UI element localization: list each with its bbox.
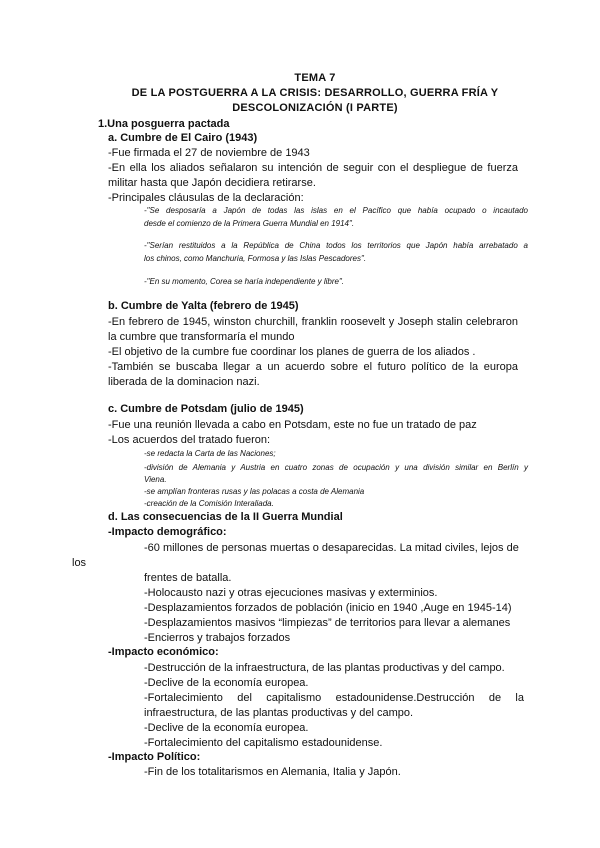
paragraph-line: -Fin de los totalitarismos en Alemania, Italia y Japón.: [144, 766, 401, 778]
list-item: -se amplían fronteras rusas y las polacas a costa de Alemania: [144, 487, 365, 496]
paragraph-line: -Fue una reunión llevada a cabo en Potsdam, este no fue un tratado de paz: [108, 419, 477, 431]
paragraph-line: -Declive de la economía europea.: [144, 677, 309, 689]
subsection-heading-consecuencias: d. Las consecuencias de la II Guerra Mundial: [108, 511, 343, 523]
subsection-heading-yalta: b. Cumbre de Yalta (febrero de 1945): [108, 300, 299, 312]
paragraph-line: -60 millones de personas muertas o desaparecidas. La mitad civiles, lejos de: [144, 542, 519, 554]
doc-title-line2: DE LA POSTGUERRA A LA CRISIS: DESARROLLO, GUERRA FRÍA Y: [131, 87, 499, 99]
quote-line: -"Se desposaría a Japón de todas las islas en el Pacífico que había ocupado o incautado: [144, 206, 528, 215]
quote-line: -"En su momento, Corea se haría independiente y libre".: [144, 277, 345, 286]
section-heading: 1.Una posguerra pactada: [98, 118, 230, 130]
list-item: -división de Alemania y Austria en cuatro zonas de ocupación y una división similar en Berlín y: [144, 463, 528, 472]
list-item: -se redacta la Carta de las Naciones;: [144, 449, 276, 458]
paragraph-line: frentes de batalla.: [144, 572, 232, 584]
doc-title-line1: TEMA 7: [294, 72, 336, 84]
impact-label-politico: -Impacto Político:: [108, 751, 201, 763]
list-item: -creación de la Comisión Interaliada.: [144, 499, 274, 508]
paragraph-line: -El objetivo de la cumbre fue coordinar los planes de guerra de los aliados .: [108, 346, 476, 358]
paragraph-line: -Desplazamientos forzados de población (inicio en 1940 ,Auge en 1945-14): [144, 602, 512, 614]
impact-label-economico: -Impacto económico:: [108, 646, 219, 658]
paragraph-line: liberada de la dominacion nazi.: [108, 376, 260, 388]
paragraph-line: -Fue firmada el 27 de noviembre de 1943: [108, 147, 310, 159]
paragraph-line: los: [72, 557, 87, 569]
doc-title-line3: DESCOLONIZACIÓN (I PARTE): [232, 102, 398, 114]
quote-line: los chinos, como Manchuria, Formosa y las Islas Pescadores".: [144, 254, 367, 263]
paragraph-line: infraestructura, de las plantas productivas y del campo.: [144, 707, 414, 719]
paragraph-line: -Fortalecimiento del capitalismo estadounidense.Destrucción de la: [144, 692, 524, 704]
paragraph-line: -Los acuerdos del tratado fueron:: [108, 434, 271, 446]
paragraph-line: -En ella los aliados señalaron su intención de seguir con el despliegue de fuerza: [108, 162, 518, 174]
paragraph-line: -Fortalecimiento del capitalismo estadounidense.: [144, 737, 383, 749]
impact-label-demografico: -Impacto demográfico:: [108, 526, 227, 538]
paragraph-line: -También se buscaba llegar a un acuerdo sobre el futuro político de la europa: [108, 361, 518, 373]
quote-line: desde el comienzo de la Primera Guerra Mundial en 1914".: [144, 219, 355, 228]
paragraph-line: -Holocausto nazi y otras ejecuciones masivas y exterminios.: [144, 587, 438, 599]
paragraph-line: -Principales cláusulas de la declaración:: [108, 192, 304, 204]
paragraph-line: la cumbre que transformaría el mundo: [108, 331, 295, 343]
subsection-heading-potsdam: c. Cumbre de Potsdam (julio de 1945): [108, 403, 304, 415]
paragraph-line: -Destrucción de la infraestructura, de las plantas productivas y del campo.: [144, 662, 505, 674]
list-item: Viena.: [144, 475, 167, 484]
paragraph-line: -Declive de la economía europea.: [144, 722, 309, 734]
paragraph-line: -En febrero de 1945, winston churchill, franklin roosevelt y Joseph stalin celebraron: [108, 316, 518, 328]
subsection-heading-cairo: a. Cumbre de El Cairo (1943): [108, 132, 258, 144]
paragraph-line: -Encierros y trabajos forzados: [144, 632, 291, 644]
quote-line: -"Serían restituidos a la República de China todos los territorios que Japón había arrebatado a: [144, 241, 528, 250]
paragraph-line: militar hasta que Japón decidiera retirarse.: [108, 177, 316, 189]
paragraph-line: -Desplazamientos masivos “limpiezas” de territorios para llevar a alemanes: [144, 617, 511, 629]
